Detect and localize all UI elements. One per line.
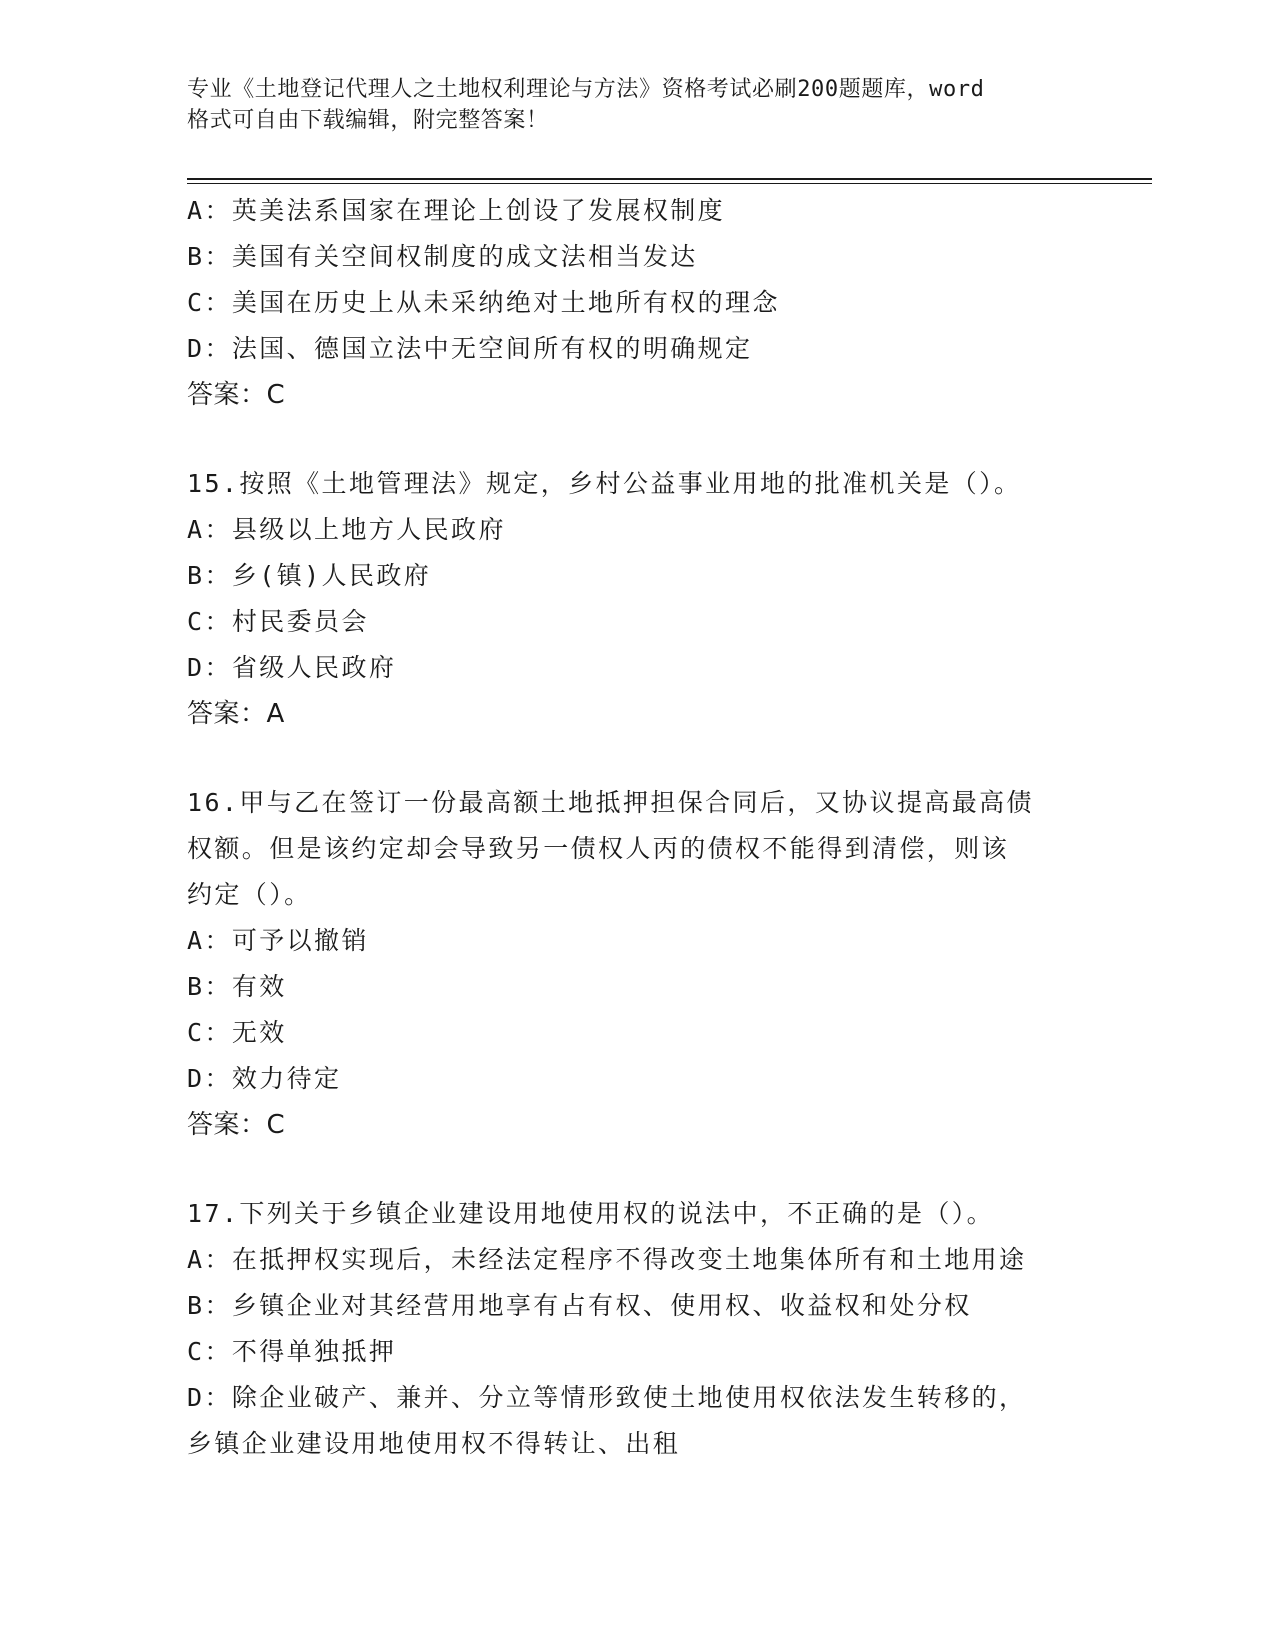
header-divider-thin bbox=[187, 183, 1152, 184]
option-b: B：乡(镇)人民政府 bbox=[187, 561, 432, 590]
question-stem: 15.按照《土地管理法》规定，乡村公益事业用地的批准机关是（）。 bbox=[187, 469, 1022, 498]
answer-line: 答案：C bbox=[187, 1110, 286, 1140]
option-c: C：不得单独抵押 bbox=[187, 1337, 397, 1366]
question-17 bbox=[187, 1191, 1087, 1467]
option-c: C：村民委员会 bbox=[187, 607, 369, 636]
question-stem-line-3: 约定（）。 bbox=[187, 880, 312, 909]
answer-line: 答案：A bbox=[187, 699, 285, 729]
question-14 bbox=[187, 188, 1087, 418]
question-list bbox=[187, 188, 1087, 1467]
option-d-line-2: 乡镇企业建设用地使用权不得转让、出租 bbox=[187, 1429, 681, 1458]
option-a: A：可予以撤销 bbox=[187, 926, 369, 955]
option-b: B：美国有关空间权制度的成文法相当发达 bbox=[187, 242, 698, 271]
answer-line: 答案：C bbox=[187, 380, 286, 410]
option-d: D：省级人民政府 bbox=[187, 653, 397, 682]
question-stem-line-1: 16.甲与乙在签订一份最高额土地抵押担保合同后，又协议提高最高债 bbox=[187, 788, 1034, 817]
option-a: A：县级以上地方人民政府 bbox=[187, 515, 506, 544]
option-c: C：无效 bbox=[187, 1018, 287, 1047]
header-line-1: 专业《土地登记代理人之土地权利理论与方法》资格考试必刷200题题库，word bbox=[187, 77, 985, 102]
option-a: A：在抵押权实现后，未经法定程序不得改变土地集体所有和土地用途 bbox=[187, 1245, 1027, 1274]
option-c: C：美国在历史上从未采纳绝对土地所有权的理念 bbox=[187, 288, 780, 317]
option-d-line-1: D：除企业破产、兼并、分立等情形致使土地使用权依法发生转移的， bbox=[187, 1383, 1027, 1412]
header-divider-thick bbox=[187, 178, 1152, 180]
option-d: D：法国、德国立法中无空间所有权的明确规定 bbox=[187, 334, 753, 363]
option-d: D：效力待定 bbox=[187, 1064, 342, 1093]
option-a: A：英美法系国家在理论上创设了发展权制度 bbox=[187, 196, 726, 225]
option-b: B：有效 bbox=[187, 972, 287, 1001]
document-header bbox=[187, 74, 1067, 136]
option-b: B：乡镇企业对其经营用地享有占有权、使用权、收益权和处分权 bbox=[187, 1291, 972, 1320]
question-16 bbox=[187, 780, 1087, 1148]
header-line-2: 格式可自由下载编辑，附完整答案！ bbox=[187, 108, 549, 133]
question-15 bbox=[187, 461, 1087, 737]
question-stem: 17.下列关于乡镇企业建设用地使用权的说法中，不正确的是（）。 bbox=[187, 1199, 995, 1228]
question-stem-line-2: 权额。但是该约定却会导致另一债权人丙的债权不能得到清偿，则该 bbox=[187, 834, 1010, 863]
